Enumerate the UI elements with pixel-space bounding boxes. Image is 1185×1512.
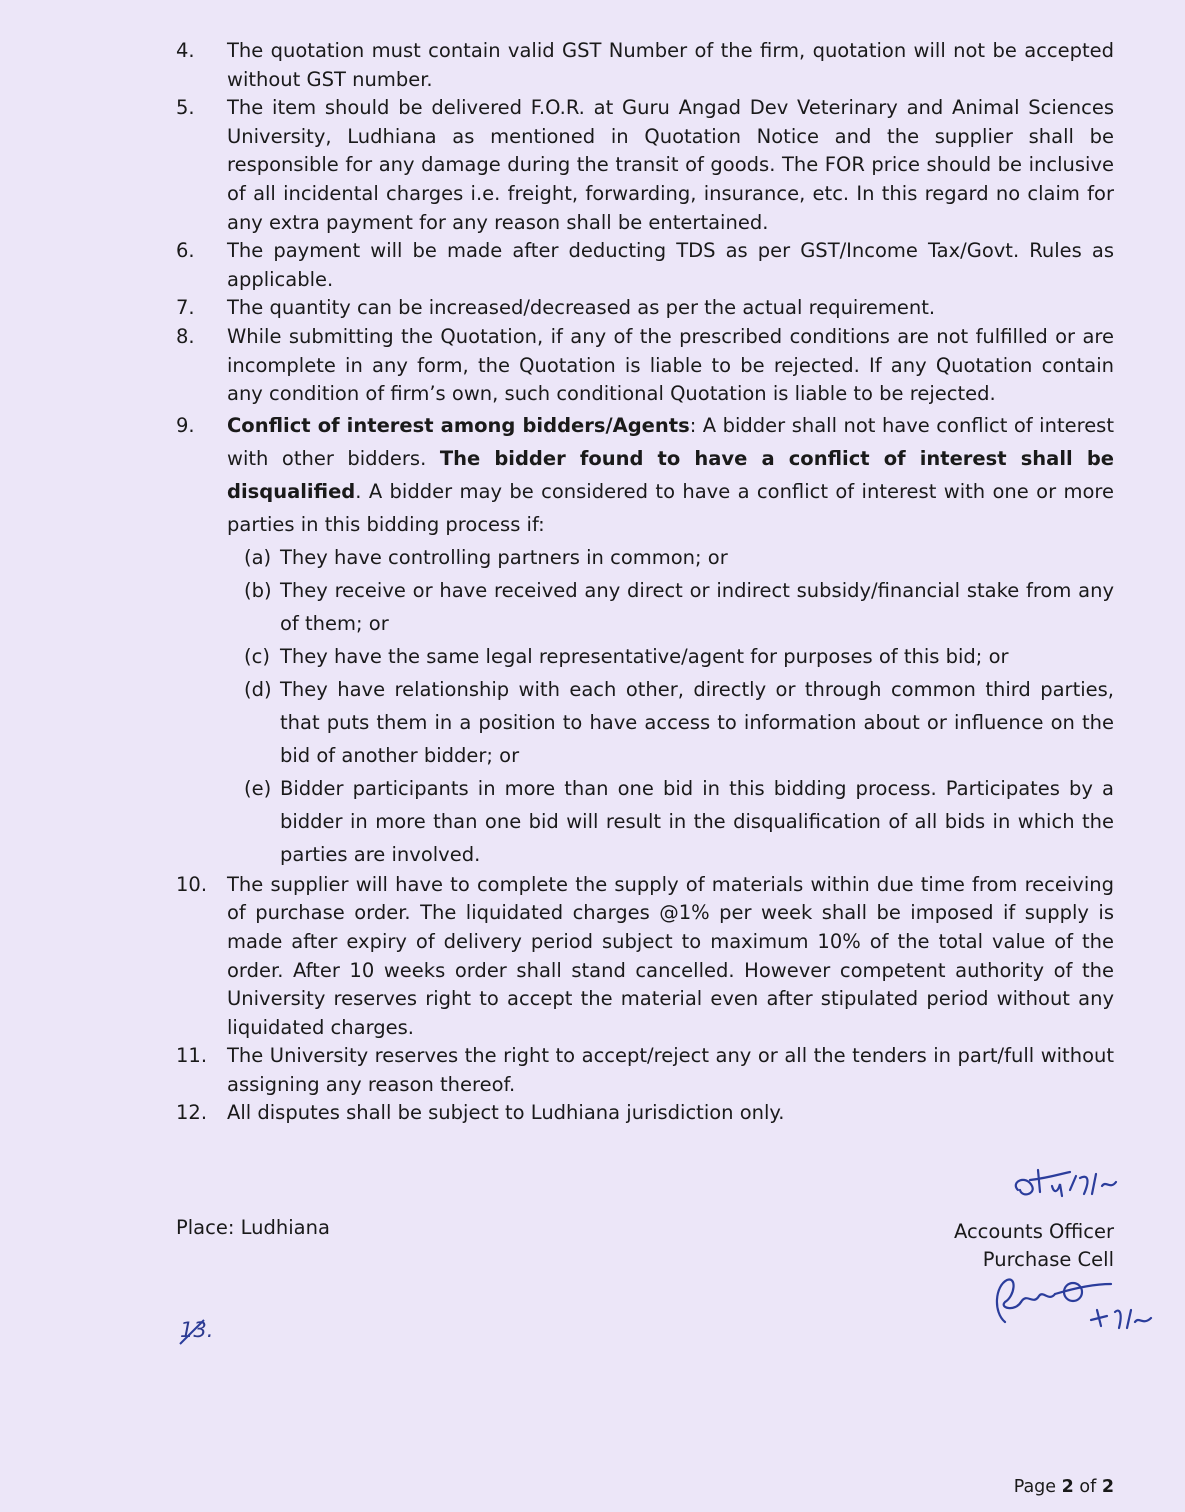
clause-4 [176,37,1114,94]
clause-number: 10. [176,872,208,896]
clause-number: 6. [176,239,195,263]
clause-number: 11. [176,1044,208,1068]
subitem-label: (b) [244,578,272,602]
clause-9-heading: Conflict of interest among bidders/Agents [227,413,690,437]
subitem-a [244,541,1114,574]
page-current: 2 [1061,1477,1074,1497]
subitem-label: (e) [244,776,272,800]
clause-number: 12. [176,1101,208,1125]
signatory-block [954,1218,1114,1274]
clause-9-text-b: . A bidder may be considered to have a conflict of interest with one or more parties in this bidding process if: [227,479,1114,536]
clause-5 [176,94,1114,237]
clause-9-emphasis: The bidder found to have a conflict of interest shall be disqualified [227,446,1114,503]
clause-6 [176,237,1114,294]
page-footer [1014,1477,1114,1497]
clause-9-subitems [244,541,1114,871]
clause-number: 7. [176,296,195,320]
clause-10 [176,871,1114,1043]
signatory-department: Purchase Cell [982,1248,1114,1271]
clause-text: The quotation must contain valid GST Number of the firm, quotation will not be accepted without GST number. [227,39,1114,91]
subitem-e [244,772,1114,871]
subitem-text: They receive or have received any direct or indirect subsidy/financial stake from any of them; or [280,578,1114,635]
clause-12 [176,1099,1114,1128]
clause-number: 8. [176,324,195,348]
subitem-text: They have controlling partners in common; or [280,545,728,569]
subitem-label: (a) [244,545,272,569]
place: Place: Ludhiana [176,1216,330,1239]
clause-8 [176,323,1114,409]
clause-text: The supplier will have to complete the supply of materials within due time from receiving of purchase order. The liquidated charges @1% per week shall be imposed if supply is made after expiry of delivery period subject to maximum 10% of the total value of the order. After 10 weeks order shall stand cancelled. However competent authority of the University reserves right to accept the material even after stipulated period without any liquidated charges. [227,872,1114,1039]
page-middle: of [1073,1477,1102,1497]
clause-text: All disputes shall be subject to Ludhiana jurisdiction only. [227,1101,785,1125]
subitem-d [244,673,1114,772]
subitem-text: They have the same legal representative/agent for purposes of this bid; or [280,644,1009,668]
subitem-text: Bidder participants in more than one bid in this bidding process. Participates by a bidder in more than one bid will result in the disqualification of all bids in which the parties are involved. [280,776,1114,866]
clause-text: The University reserves the right to accept/reject any or all the tenders in part/full without assigning any reason thereof. [227,1044,1114,1096]
signatory-title: Accounts Officer [953,1220,1114,1243]
clause-number: 4. [176,39,195,62]
clause-text: The payment will be made after deducting TDS as per GST/Income Tax/Govt. Rules as applicable. [227,239,1114,291]
subitem-label: (d) [244,677,272,701]
terms-list [176,37,1114,1128]
struck-out-number [180,1318,213,1342]
clause-9-text-a: : A bidder shall not have conflict of interest with other bidders. [227,413,1114,470]
signature-accounts-officer [1008,1160,1123,1210]
clause-number: 9. [176,413,195,437]
clause-text: The quantity can be increased/decreased as per the actual requirement. [227,296,936,320]
clause-number: 5. [176,96,195,120]
clause-text [227,409,1114,541]
clause-7 [176,294,1114,323]
struck-number-text: 13. [180,1318,214,1342]
page-total: 2 [1101,1477,1114,1497]
strike-mark [176,1316,210,1348]
subitem-label: (c) [244,644,270,668]
clause-text: The item should be delivered F.O.R. at Guru Angad Dev Veterinary and Animal Sciences University, Ludhiana as mentioned in Quotation Notice and the supplier shall be responsible for any damage during the transit of goods. The FOR price should be inclusive of all incidental charges i.e. freight, forwarding, insurance, etc. In this regard no claim for any extra payment for any reason shall be entertained. [227,96,1114,234]
subitem-c [244,640,1114,673]
subitem-b [244,574,1114,640]
clause-9 [176,409,1114,541]
subitem-text: They have relationship with each other, directly or through common third parties, that puts them in a position to have access to information about or influence on the bid of another bidder; or [280,677,1114,767]
clause-11 [176,1042,1114,1099]
page-prefix: Page [1013,1477,1062,1497]
clause-text: While submitting the Quotation, if any of the prescribed conditions are not fulfilled or are incomplete in any form, the Quotation is liable to be rejected. If any Quotation contain any condition of firm’s own, such conditional Quotation is liable to be rejected. [227,324,1114,406]
signature-purchase-cell [985,1272,1160,1342]
